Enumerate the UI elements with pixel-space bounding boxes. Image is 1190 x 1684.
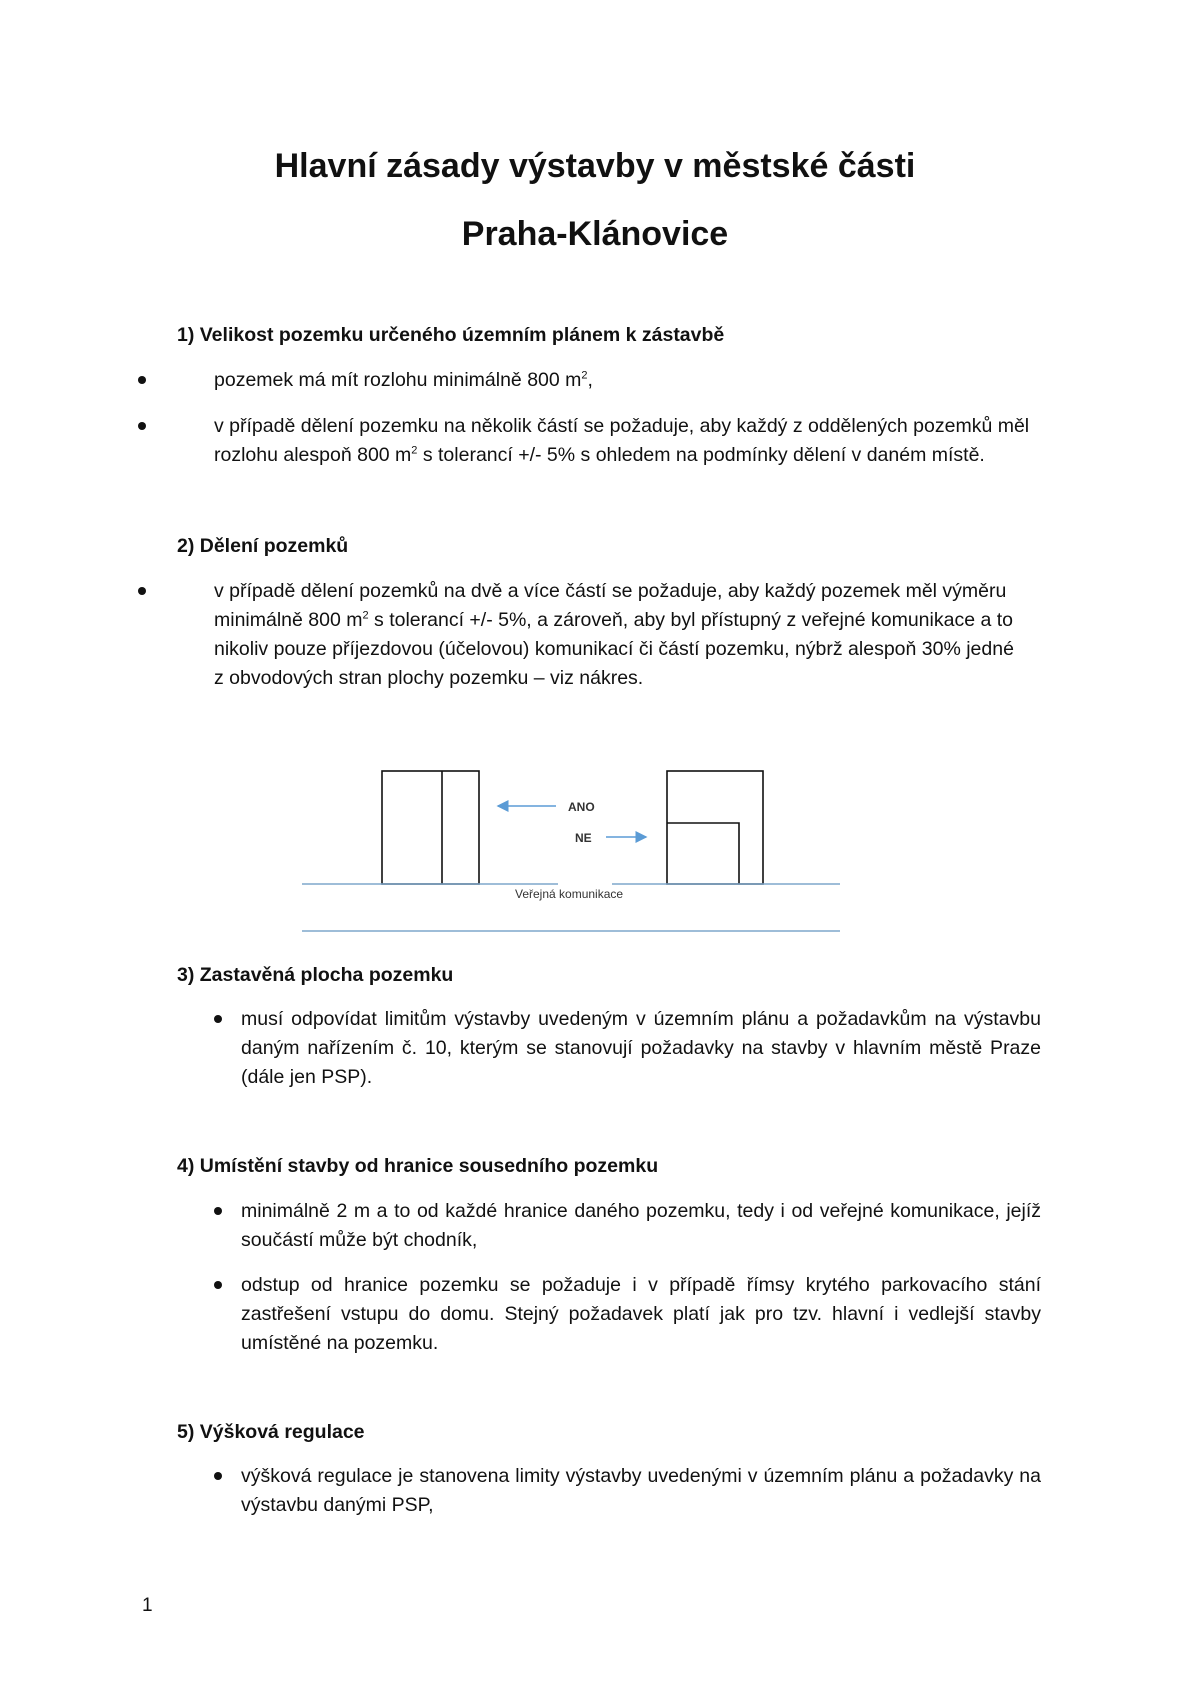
section-5-heading: 5) Výšková regulace <box>177 1421 365 1443</box>
ano-label: ANO <box>568 800 595 814</box>
page-number: 1 <box>142 1595 153 1616</box>
document-title-line2: Praha-Klánovice <box>461 215 729 253</box>
s2-bullet-line-4: z obvodových stran plochy pozemku – viz nákres. <box>214 667 644 689</box>
section-1-heading: 1) Velikost pozemku určeného územním plánem k zástavbě <box>177 324 725 346</box>
s2-bullet-line-1: v případě dělení pozemků na dvě a více částí se požaduje, aby každý pozemek měl výměru <box>214 580 1007 602</box>
s3-bullet-line-2: daným nařízením č. 10, kterým se stanovují požadavky na stavby v hlavním městě Praze <box>241 1037 1041 1059</box>
s1-bullet-2-line-2: rozlohu alespoň 800 $m^2$ s tolerancí +/- 5% s ohledem na podmínky dělení v daném místě. <box>214 444 985 466</box>
road-label: Veřejná komunikace <box>515 887 624 901</box>
right-plot-inner-division <box>667 823 739 884</box>
s5-bullet-line-1: výšková regulace je stanovena limity výstavby uvedenými v územním plánu a požadavky na <box>241 1465 1041 1487</box>
s3-bullet-line-3: (dále jen PSP). <box>241 1066 373 1088</box>
bullet-icon <box>214 1472 222 1480</box>
section-2-heading: 2) Dělení pozemků <box>177 535 349 557</box>
right-plot-outline <box>667 771 763 884</box>
section-3-heading: 3) Zastavěná plocha pozemku <box>177 964 454 986</box>
s4-bullet-1-line-2: součástí může být chodník, <box>241 1229 478 1251</box>
bullet-icon <box>214 1207 222 1215</box>
ne-label: NE <box>575 831 592 845</box>
bullet-icon <box>138 376 146 384</box>
bullet-icon <box>138 422 146 430</box>
bullet-icon <box>214 1015 222 1023</box>
plot-division-diagram <box>290 755 850 935</box>
s5-bullet-line-2: výstavbu danými PSP, <box>241 1494 434 1516</box>
bullet-icon <box>138 587 146 595</box>
s2-bullet-line-2: minimálně 800 $m^2$ s tolerancí +/- 5%, a zároveň, aby byl přístupný z veřejné komunikace a to <box>214 609 1013 631</box>
s4-bullet-2-line-2: zastřešení vstupu do domu. Stejný požadavek platí jak pro tzv. hlavní i vedlejší stavby <box>241 1303 1041 1325</box>
s4-bullet-1-line-1: minimálně 2 m a to od každé hranice daného pozemku, tedy i od veřejné komunikace, jejíž <box>241 1200 1041 1222</box>
section-4-heading: 4) Umístění stavby od hranice sousedního pozemku <box>177 1155 659 1177</box>
s1-bullet-2-line-1: v případě dělení pozemku na několik částí se požaduje, aby každý z oddělených pozemků měl <box>214 415 1030 437</box>
left-plot-outline <box>382 771 479 884</box>
document-title-line1: Hlavní zásady výstavby v městské části <box>274 147 916 185</box>
s4-bullet-2-line-3: umístěné na pozemku. <box>241 1332 439 1354</box>
s4-bullet-2-line-1: odstup od hranice pozemku se požaduje i v případě římsy krytého parkovacího stání <box>241 1274 1041 1296</box>
s2-bullet-line-3: nikoliv pouze příjezdovou (účelovou) komunikací či částí pozemku, nýbrž alespoň 30% jedné <box>214 638 1014 660</box>
s1-bullet-1: pozemek má mít rozlohu minimálně 800 $m^2$, <box>214 369 593 391</box>
s3-bullet-line-1: musí odpovídat limitům výstavby uvedeným v územním plánu a požadavkům na výstavbu <box>241 1008 1041 1030</box>
bullet-icon <box>214 1281 222 1289</box>
